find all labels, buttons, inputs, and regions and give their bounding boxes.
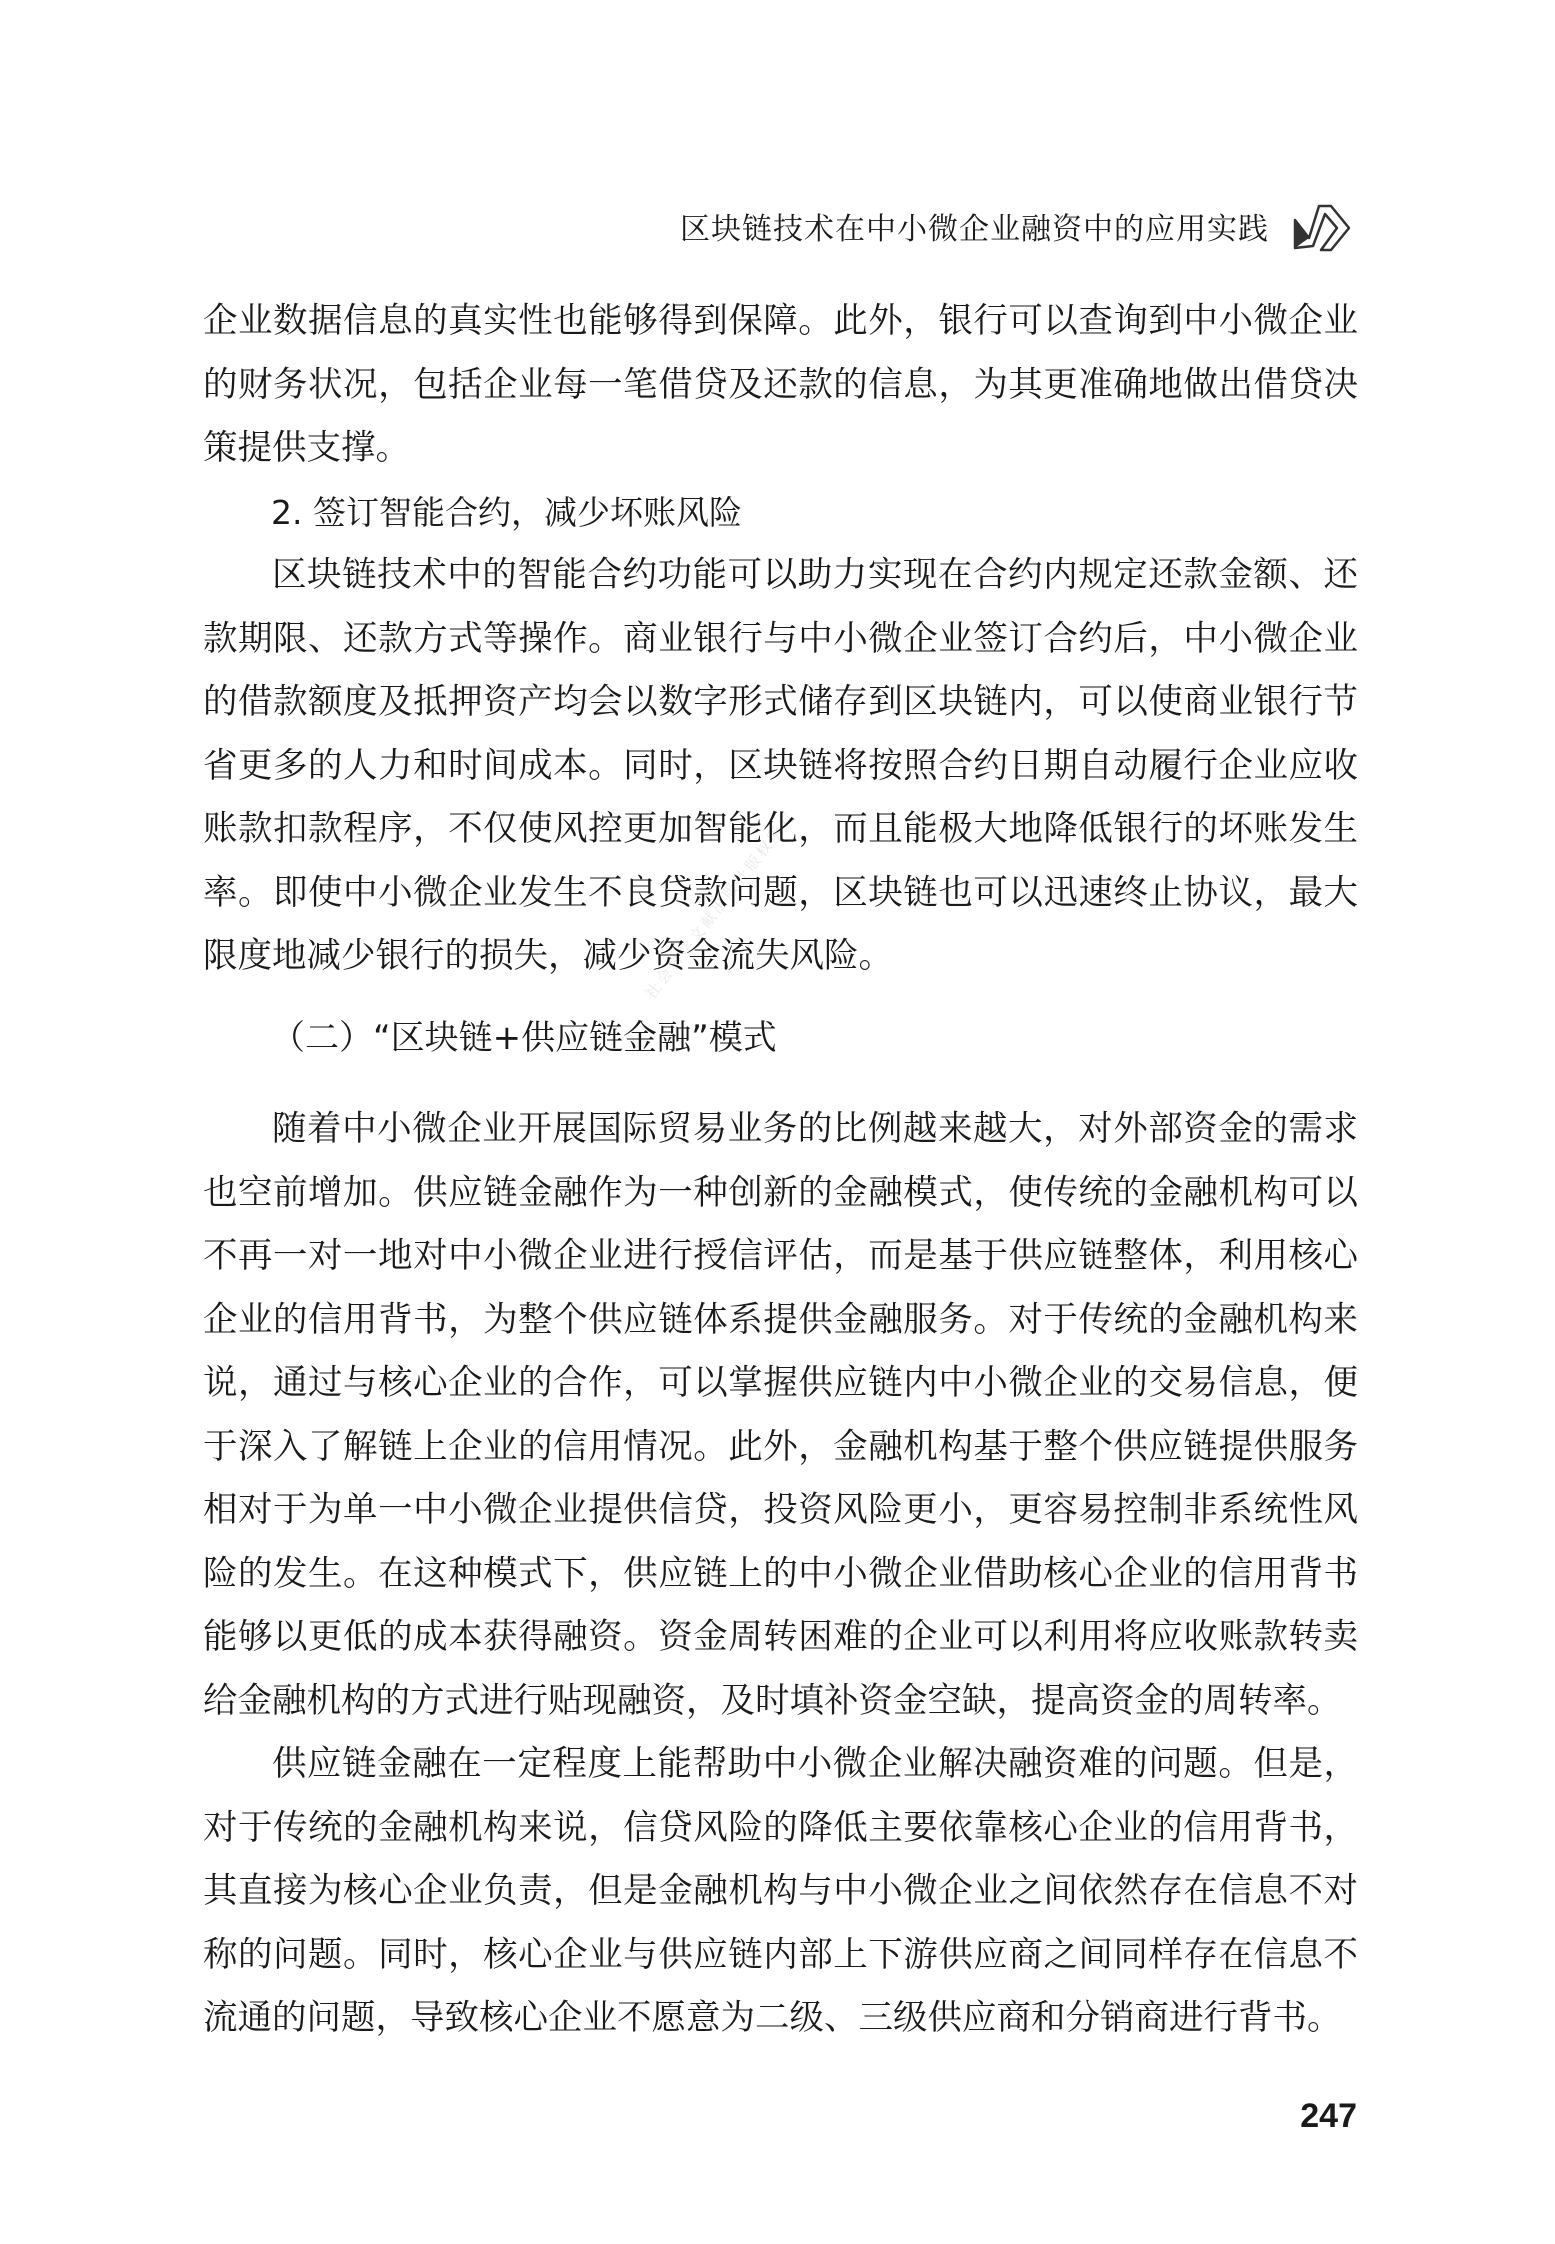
- paragraph: 供应链金融在一定程度上能帮助中小微企业解决融资难的问题。但是，对于传统的金融机构来说，信贷风险的降低主要依靠核心企业的信用背书，其直接为核心企业负责，但是金融机构与中小微企业之间依然存在信息不对称的问题。同时，核心企业与供应链内部上下游供应商之间同样存在信息不流通的问题，导致核心企业不愿意为二级、三级供应商和分销商进行背书。: [203, 1744, 1358, 2038]
- subheading: 2. 签订智能合约，减少坏账风险: [271, 492, 742, 532]
- page-number: 247: [1300, 2097, 1357, 2135]
- main-text: [203, 290, 1358, 2051]
- chapter-title: 区块链技术在中小微企业融资中的应用实践: [680, 212, 1269, 247]
- chapter-bracket-icon: [1291, 198, 1357, 254]
- running-header: [680, 196, 1357, 256]
- paragraph: 随着中小微企业开展国际贸易业务的比例越来越大，对外部资金的需求也空前增加。供应链金融作为一种创新的金融模式，使传统的金融机构可以不再一对一地对中小微企业进行授信评估，而是基于供应链整体，利用核心企业的信用背书，为整个供应链体系提供金融服务。对于传统的金融机构来说，通过与核心企业的合作，可以掌握供应链内中小微企业的交易信息，便于深入了解链上企业的信用情况。此外，金融机构基于整个供应链提供服务相对于为单一中小微企业提供信贷，投资风险更小，更容易控制非系统性风险的发生。在这种模式下，供应链上的中小微企业借助核心企业的信用背书能够以更低的成本获得融资。资金周转困难的企业可以利用将应收账款转卖给金融机构的方式进行贴现融资，及时填补资金空缺，提高资金的周转率。: [203, 1109, 1358, 1721]
- paragraph: 区块链技术中的智能合约功能可以助力实现在合约内规定还款金额、还款期限、还款方式等操作。商业银行与中小微企业签订合约后，中小微企业的借款额度及抵押资产均会以数字形式储存到区块链内，可以使商业银行节省更多的人力和时间成本。同时，区块链将按照合约日期自动履行企业应收账款扣款程序，不仅使风控更加智能化，而且能极大地降低银行的坏账发生率。即使中小微企业发生不良贷款问题，区块链也可以迅速终止协议，最大限度地减少银行的损失，减少资金流失风险。: [203, 555, 1358, 976]
- section-heading: （二）“区块链+供应链金融”模式: [271, 1017, 777, 1058]
- copyright-watermark: 社会科学文献出版社版权所有: [641, 806, 800, 1003]
- paragraph-continued: 企业数据信息的真实性也能够得到保障。此外，银行可以查询到中小微企业的财务状况，包括企业每一笔借贷及还款的信息，为其更准确地做出借贷决策提供支撑。: [203, 301, 1358, 468]
